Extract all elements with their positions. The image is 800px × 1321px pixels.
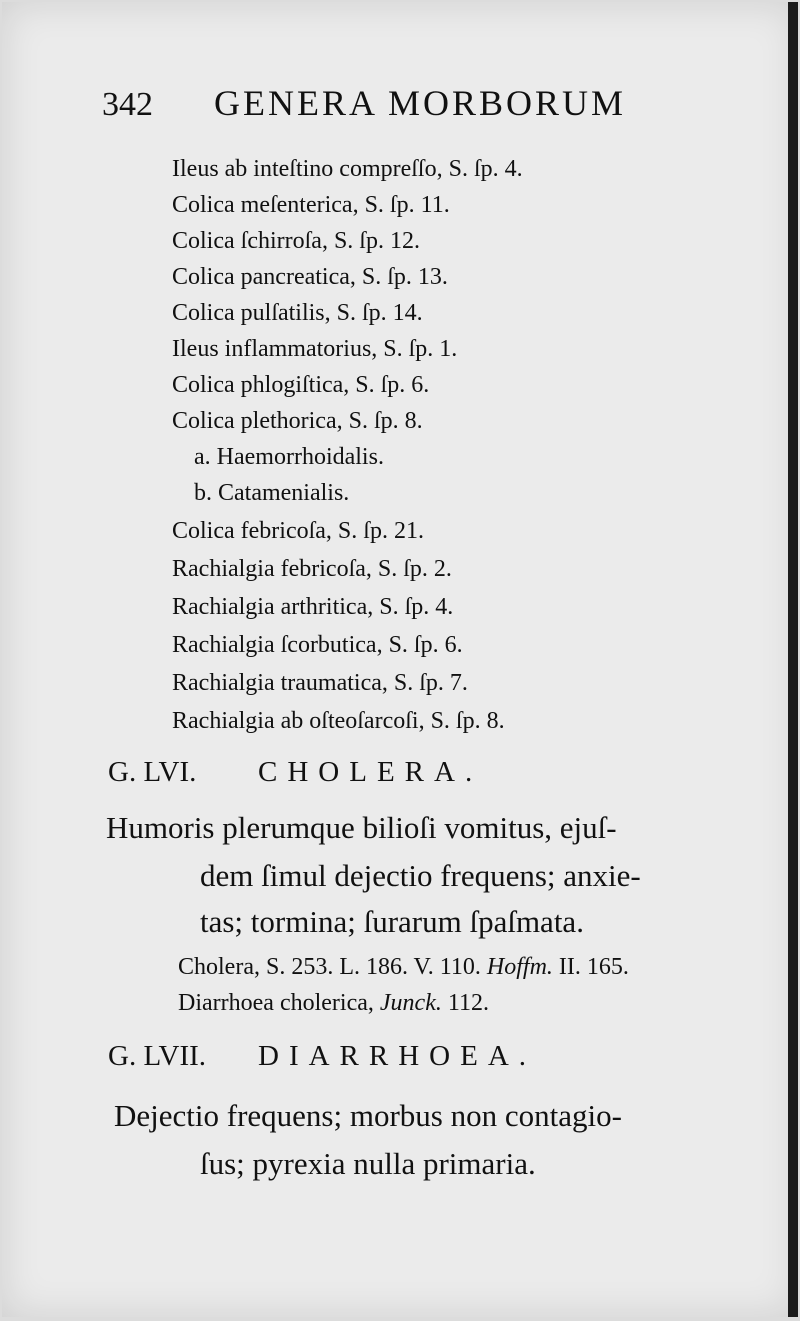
genus-name: CHOLERA. bbox=[258, 756, 483, 788]
genus-description-line: tas; tormina; ſurarum ſpaſmata. bbox=[200, 904, 584, 939]
entry-line: Rachialgia arthritica, S. ſp. 4. bbox=[172, 594, 454, 620]
entry-line: Rachialgia febricoſa, S. ſp. 2. bbox=[172, 556, 452, 582]
synonym-line bbox=[178, 990, 489, 1017]
synonym-text: Cholera, S. 253. L. 186. V. 110. bbox=[178, 954, 487, 980]
genus-description-line: ſus; pyrexia nulla primaria. bbox=[200, 1146, 536, 1181]
synonym-line bbox=[178, 954, 629, 981]
synonym-author: Hoffm. bbox=[486, 954, 553, 980]
synonym-text: Diarrhoea cholerica, bbox=[178, 990, 380, 1016]
genus-description-line: Humoris plerumque bilioſi vomitus, ejuſ- bbox=[106, 810, 617, 845]
running-title: GENERA MORBORUM bbox=[214, 83, 627, 123]
book-page bbox=[2, 2, 798, 1317]
entry-line: Rachialgia ſcorbutica, S. ſp. 6. bbox=[172, 632, 463, 658]
genus-number: G. LVI. bbox=[108, 756, 197, 788]
entry-line: Rachialgia ab oſteoſarcoſi, S. ſp. 8. bbox=[172, 708, 505, 734]
entry-line: Colica meſenterica, S. ſp. 11. bbox=[172, 192, 450, 218]
entry-line: Ileus ab inteſtino compreſſo, S. ſp. 4. bbox=[172, 156, 523, 182]
page-number: 342 bbox=[102, 86, 153, 123]
genus-description-line: Dejectio frequens; morbus non contagio- bbox=[114, 1098, 622, 1133]
synonym-ref: II. 165. bbox=[552, 954, 629, 980]
entry-line: Colica febricoſa, S. ſp. 21. bbox=[172, 518, 424, 544]
genus-heading-diarrhoea bbox=[108, 1040, 536, 1073]
genus-number: G. LVII. bbox=[108, 1040, 207, 1072]
entry-line: Colica pulſatilis, S. ſp. 14. bbox=[172, 300, 423, 326]
entry-line: Colica plethorica, S. ſp. 8. bbox=[172, 408, 423, 434]
genus-name: DIARRHOEA. bbox=[258, 1040, 537, 1072]
entry-line: Colica phlogiſtica, S. ſp. 6. bbox=[172, 372, 430, 398]
running-header bbox=[102, 82, 682, 128]
page-edge-shadow bbox=[788, 2, 798, 1317]
entry-line: Colica pancreatica, S. ſp. 13. bbox=[172, 264, 448, 290]
genus-heading-cholera bbox=[108, 756, 482, 789]
synonym-author: Junck. bbox=[379, 990, 442, 1016]
entry-line: Colica ſchirroſa, S. ſp. 12. bbox=[172, 228, 420, 254]
entry-subline: a. Haemorrhoidalis. bbox=[194, 444, 384, 470]
entry-line: Ileus inflammatorius, S. ſp. 1. bbox=[172, 336, 458, 362]
genus-description-line: dem ſimul dejectio frequens; anxie- bbox=[200, 858, 641, 893]
synonym-ref: 112. bbox=[441, 990, 489, 1016]
entry-subline: b. Catamenialis. bbox=[194, 480, 350, 506]
entry-line: Rachialgia traumatica, S. ſp. 7. bbox=[172, 670, 468, 696]
